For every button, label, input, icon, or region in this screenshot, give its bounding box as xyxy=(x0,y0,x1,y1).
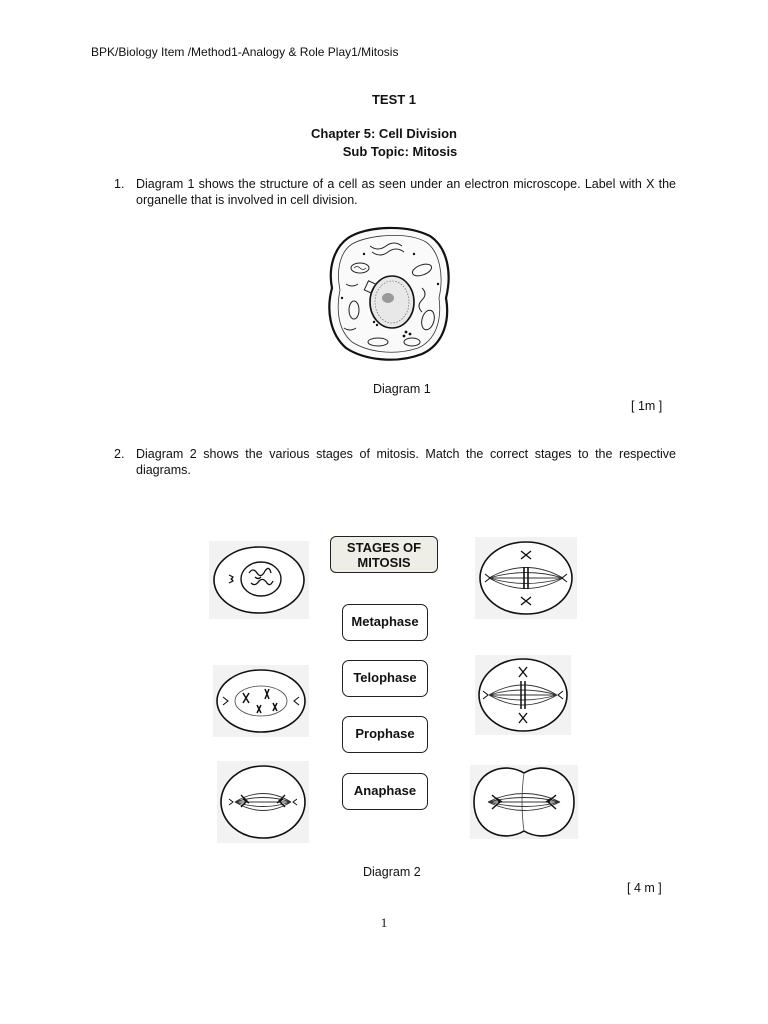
stage-prophase-box[interactable]: Prophase xyxy=(342,716,428,753)
diagram-2-caption: Diagram 2 xyxy=(363,865,421,879)
stages-header-line-1: STAGES OF xyxy=(346,540,422,555)
cell-stage-diagram-left-1 xyxy=(209,541,309,619)
cell-stage-diagram-right-2 xyxy=(475,655,571,735)
cell-stage-diagram-right-3 xyxy=(470,765,578,839)
subtopic-title: Sub Topic: Mitosis xyxy=(342,144,458,159)
cell-stage-diagram-left-3 xyxy=(217,761,309,843)
question-2-number: 2. xyxy=(114,447,125,461)
question-2-text: Diagram 2 shows the various stages of mitosis. Match the correct stages to the respective diagrams. xyxy=(136,447,676,477)
stage-telophase-box[interactable]: Telophase xyxy=(342,660,428,697)
diagram-1-caption: Diagram 1 xyxy=(373,382,431,396)
chapter-title: Chapter 5: Cell Division xyxy=(311,126,457,141)
cell-stage-diagram-left-2 xyxy=(213,665,309,737)
stages-header-line-2: MITOSIS xyxy=(357,555,411,570)
question-1-number: 1. xyxy=(114,177,125,191)
document-header: BPK/Biology Item /Method1-Analogy & Role Play1/Mitosis xyxy=(91,45,399,59)
stage-metaphase-box[interactable]: Metaphase xyxy=(342,604,428,641)
stage-anaphase-box[interactable]: Anaphase xyxy=(342,773,428,810)
cell-stage-diagram-right-1 xyxy=(475,537,577,619)
question-1 xyxy=(114,176,676,208)
question-1-text: Diagram 1 shows the structure of a cell as seen under an electron microscope. Label with X the organelle that is involved in cell division. xyxy=(136,177,676,207)
question-1-marks: [ 1m ] xyxy=(631,399,663,413)
stages-header-box xyxy=(330,536,438,573)
test-title: TEST 1 xyxy=(371,92,417,107)
question-2-marks: [ 4 m ] xyxy=(627,881,662,895)
question-2 xyxy=(114,446,676,478)
page-number: 1 xyxy=(380,915,388,930)
cell-diagram xyxy=(326,224,452,362)
